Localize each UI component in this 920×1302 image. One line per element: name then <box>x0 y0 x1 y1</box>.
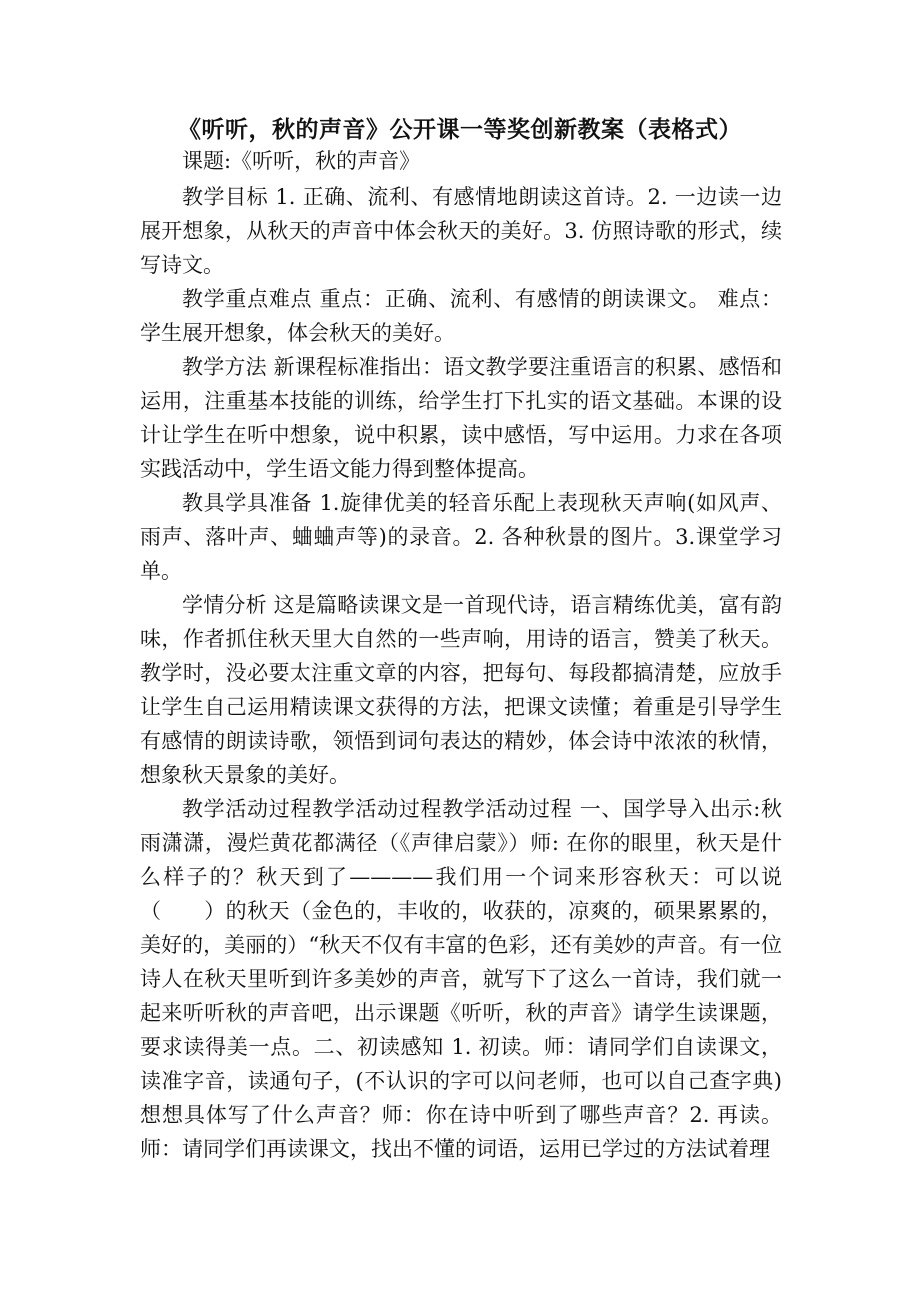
teaching-methods-paragraph: 教学方法 新课程标准指出：语文教学要注重语言的积累、感悟和运用，注重基本技能的训练，给学生打下扎实的语文基础。本课的设计让学生在听中想象，说中积累，读中感悟，写中运用。力求在各项实践活动中，学生语文能力得到整体提高。 <box>140 355 782 481</box>
teaching-goals-paragraph: 教学目标 1. 正确、流利、有感情地朗读这首诗。2. 一边读一边展开想象，从秋天的声音中体会秋天的美好。3. 仿照诗歌的形式，续写诗文。 <box>140 185 782 277</box>
learning-analysis-paragraph: 学情分析 这是篇略读课文是一首现代诗，语言精练优美，富有韵味，作者抓住秋天里大自然的一些声响，用诗的语言，赞美了秋天。教学时，没必要太注重文章的内容，把每句、每段都搞清楚，应放手让学生自己运用精读课文获得的方法，把课文读懂；着重是引导学生有感情的朗读诗歌，领悟到词句表达的精妙，体会诗中浓浓的秋情，想象秋天景象的美好。 <box>140 593 782 787</box>
document-body <box>140 146 782 1166</box>
teaching-process-paragraph: 教学活动过程教学活动过程教学活动过程 一、国学导入出示:秋雨潇潇，漫烂黄花都满径（《声律启蒙》）师: 在你的眼里，秋天是什么样子的？秋天到了————我们用一个词来形容秋天：可以说（ ）的秋天（金色的，丰收的，收获的，凉爽的，硕果累累的，美好的，美丽的）“秋天不仅有丰富的色彩，还有美妙的声音。有一位诗人在秋天里听到许多美妙的声音，就写下了这么一首诗，我们就一起来听听秋的声音吧，出示课题《听听，秋的声音》请学生读课题，要求读得美一点。二、初读感知 1. 初读。师：请同学们自读课文，读准字音，读通句子，(不认识的字可以问老师，也可以自己查字典)想想具体写了什么声音？师：你在诗中听到了哪些声音？2. 再读。师：请同学们再读课文，找出不懂的词语，运用已学过的方法试着理 <box>140 797 782 1161</box>
teaching-aids-paragraph: 教具学具准备 1.旋律优美的轻音乐配上表现秋天声响(如风声、雨声、落叶声、蛐蛐声等)的录音。2. 各种秋景的图片。3.课堂学习单。 <box>140 491 782 583</box>
document-title: 《听听，秋的声音》公开课一等奖创新教案（表格式） <box>178 117 742 143</box>
key-points-paragraph: 教学重点难点 重点：正确、流利、有感情的朗读课文。 难点：学生展开想象，体会秋天的美好。 <box>140 287 782 345</box>
lesson-topic-paragraph: 课题:《听听，秋的声音》 <box>182 149 421 173</box>
